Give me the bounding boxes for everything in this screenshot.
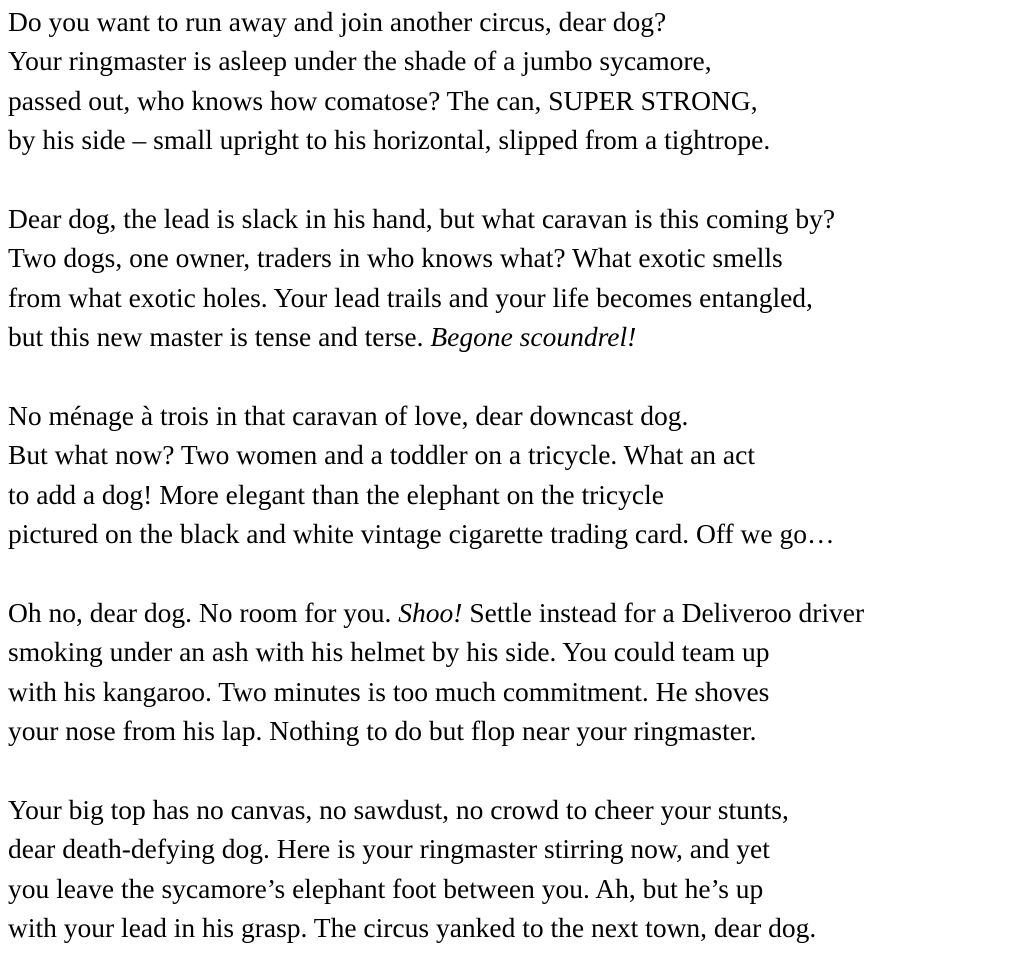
poem-line [8,593,1020,632]
poem-line-text: but this new master is tense and terse. [8,321,431,353]
poem-line: passed out, who knows how comatose? The can, SUPER STRONG, [8,84,758,116]
poem-line: But what now? Two women and a toddler on a tricycle. What an act [8,439,755,471]
poem-line: by his side – small upright to his horizontal, slipped from a tightrope. [8,124,771,156]
poem-line: with your lead in his grasp. The circus yanked to the next town, dear dog. [8,912,817,944]
poem-line: Your big top has no canvas, no sawdust, no crowd to cheer your stunts, [8,794,789,826]
poem-line: Do you want to run away and join another circus, dear dog? [8,6,667,37]
poem-line [8,317,1020,356]
poem-line: you leave the sycamore’s elephant foot between you. Ah, but he’s up [8,872,764,904]
stanza-4 [8,593,1020,751]
stanza-2 [8,199,1020,357]
poem-line: from what exotic holes. Your lead trails and your life becomes entangled, [8,281,813,313]
poem-line: smoking under an ash with his helmet by his side. You could team up [8,636,770,668]
poem-line: your nose from his lap. Nothing to do but flop near your ringmaster. [8,715,757,747]
poem-line: Dear dog, the lead is slack in his hand, but what caravan is this coming by? [8,203,836,235]
italic-exclamation: Begone scoundrel! [430,321,637,353]
poem-line: with his kangaroo. Two minutes is too much commitment. He shoves [8,675,770,707]
poem-line-text: Oh no, dear dog. No room for you. [8,597,399,629]
italic-exclamation: Shoo! [398,597,463,629]
poem-line-text: Settle instead for a Deliveroo driver [462,597,865,629]
poem [8,2,1020,948]
poem-line: to add a dog! More elegant than the elephant on the tricycle [8,478,664,510]
stanza-3 [8,396,1020,554]
poem-line: Your ringmaster is asleep under the shade of a jumbo sycamore, [8,45,712,77]
poem-line: dear death-defying dog. Here is your ringmaster stirring now, and yet [8,833,770,865]
poem-line: No ménage à trois in that caravan of love, dear downcast dog. [8,400,689,432]
poem-line: Two dogs, one owner, traders in who knows what? What exotic smells [8,242,783,274]
poem-line: pictured on the black and white vintage cigarette trading card. Off we go… [8,518,835,550]
stanza-5 [8,790,1020,948]
stanza-1 [8,2,1020,160]
